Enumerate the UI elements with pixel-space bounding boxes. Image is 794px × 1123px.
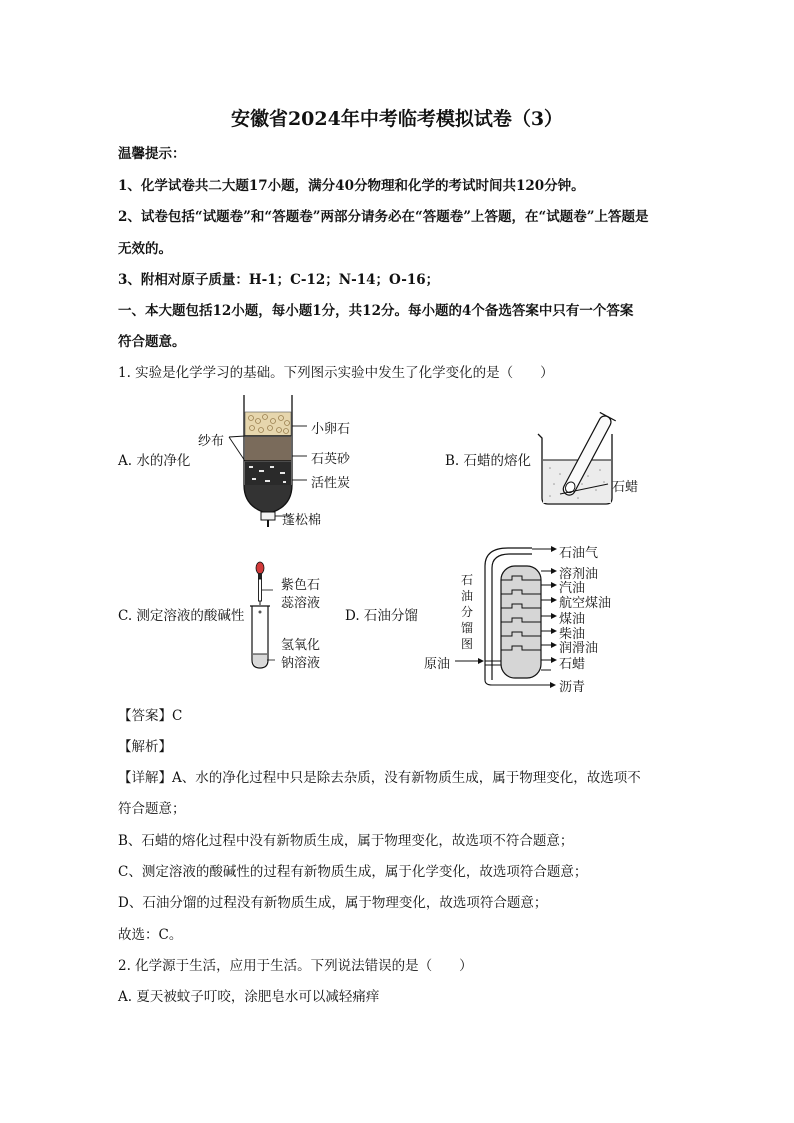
- option-d-label: D. 石油分馏: [345, 608, 418, 624]
- tip-1: 1、化学试卷共二大题17小题，满分40分物理和化学的考试时间共120分钟。: [118, 178, 585, 194]
- figure-c-label-naoh-2: 钠溶液: [281, 656, 321, 671]
- figure-a-label-cotton: 蓬松棉: [282, 513, 322, 528]
- tower-side-char-4: 馏: [460, 621, 474, 635]
- figure-d-product-2: 溶剂油: [559, 567, 599, 582]
- tip-3: 3、附相对原子质量：H-1；C-12；N-14；O-16；: [118, 272, 440, 288]
- figure-a-label-activated-carbon: 活性炭: [311, 476, 351, 491]
- answer: 【答案】C: [118, 708, 183, 724]
- figure-d-product-8: 石蜡: [559, 657, 586, 672]
- tips-heading: 温馨提示：: [118, 146, 186, 162]
- question-1-stem: 1. 实验是化学学习的基础。下列图示实验中发生了化学变化的是（ ）: [118, 365, 554, 381]
- figure-d-product-4: 航空煤油: [559, 596, 612, 611]
- question-2-option-a: A. 夏天被蚊子叮咬，涂肥皂水可以减轻痛痒: [118, 989, 380, 1005]
- figure-d-product-6: 柴油: [559, 627, 586, 642]
- figure-d-product-5: 煤油: [559, 612, 586, 627]
- section-heading-line-2: 符合题意。: [118, 334, 186, 350]
- beaker-figure: [530, 410, 640, 510]
- tower-side-char-1: 石: [460, 573, 474, 587]
- figure-c-label-litmus-2: 蕊溶液: [281, 596, 321, 611]
- figure-d-product-3: 汽油: [559, 581, 586, 596]
- fractionating-tower-figure: [420, 540, 650, 692]
- figure-a-label-gauze: 纱布: [198, 434, 225, 449]
- figure-d-product-9: 沥青: [559, 680, 586, 695]
- tip-2-line-2: 无效的。: [118, 241, 172, 257]
- choose-line: 故选：C。: [118, 927, 183, 943]
- tower-side-char-2: 油: [460, 589, 474, 603]
- figure-d-label-crude-oil: 原油: [424, 657, 451, 672]
- figure-b-label-paraffin: 石蜡: [612, 480, 639, 495]
- figure-a-label-quartz-sand: 石英砂: [311, 452, 351, 467]
- figure-c-label-litmus-1: 紫色石: [281, 578, 321, 593]
- figure-d-product-1: 石油气: [559, 546, 599, 561]
- tower-side-char-5: 图: [460, 637, 474, 651]
- dropper-test-tube-figure: [245, 560, 285, 672]
- section-heading-line-1: 一、本大题包括12小题，每小题1分，共12分。每小题的4个备选答案中只有一个答案: [118, 303, 634, 319]
- page-title: 安徽省2024年中考临考模拟试卷（3）: [230, 108, 564, 130]
- analysis-heading: 【解析】: [118, 739, 172, 755]
- tip-2-line-1: 2、试卷包括“试题卷”和“答题卷”两部分请务必在“答题卷”上答题，在“试题卷”上答题是: [118, 209, 649, 225]
- detail-line-5: D、石油分馏的过程没有新物质生成，属于物理变化，故选项符合题意；: [118, 895, 548, 911]
- detail-line-4: C、测定溶液的酸碱性的过程有新物质生成，属于化学变化，故选项符合题意；: [118, 864, 588, 880]
- detail-line-3: B、石蜡的熔化过程中没有新物质生成，属于物理变化，故选项不符合题意；: [118, 833, 574, 849]
- tower-side-char-3: 分: [460, 605, 474, 619]
- option-a-label: A. 水的净化: [118, 453, 191, 469]
- option-c-label: C. 测定溶液的酸碱性: [118, 608, 245, 624]
- option-b-label: B. 石蜡的熔化: [445, 453, 532, 469]
- question-2-stem: 2. 化学源于生活，应用于生活。下列说法错误的是（ ）: [118, 958, 473, 974]
- figure-d-product-7: 润滑油: [559, 641, 599, 656]
- figure-a-label-pebbles: 小卵石: [311, 422, 351, 437]
- detail-line-1: 【详解】A、水的净化过程中只是除去杂质，没有新物质生成，属于物理变化，故选项不: [118, 770, 641, 786]
- figure-c-label-naoh-1: 氢氧化: [281, 638, 321, 653]
- detail-line-2: 符合题意；: [118, 801, 186, 817]
